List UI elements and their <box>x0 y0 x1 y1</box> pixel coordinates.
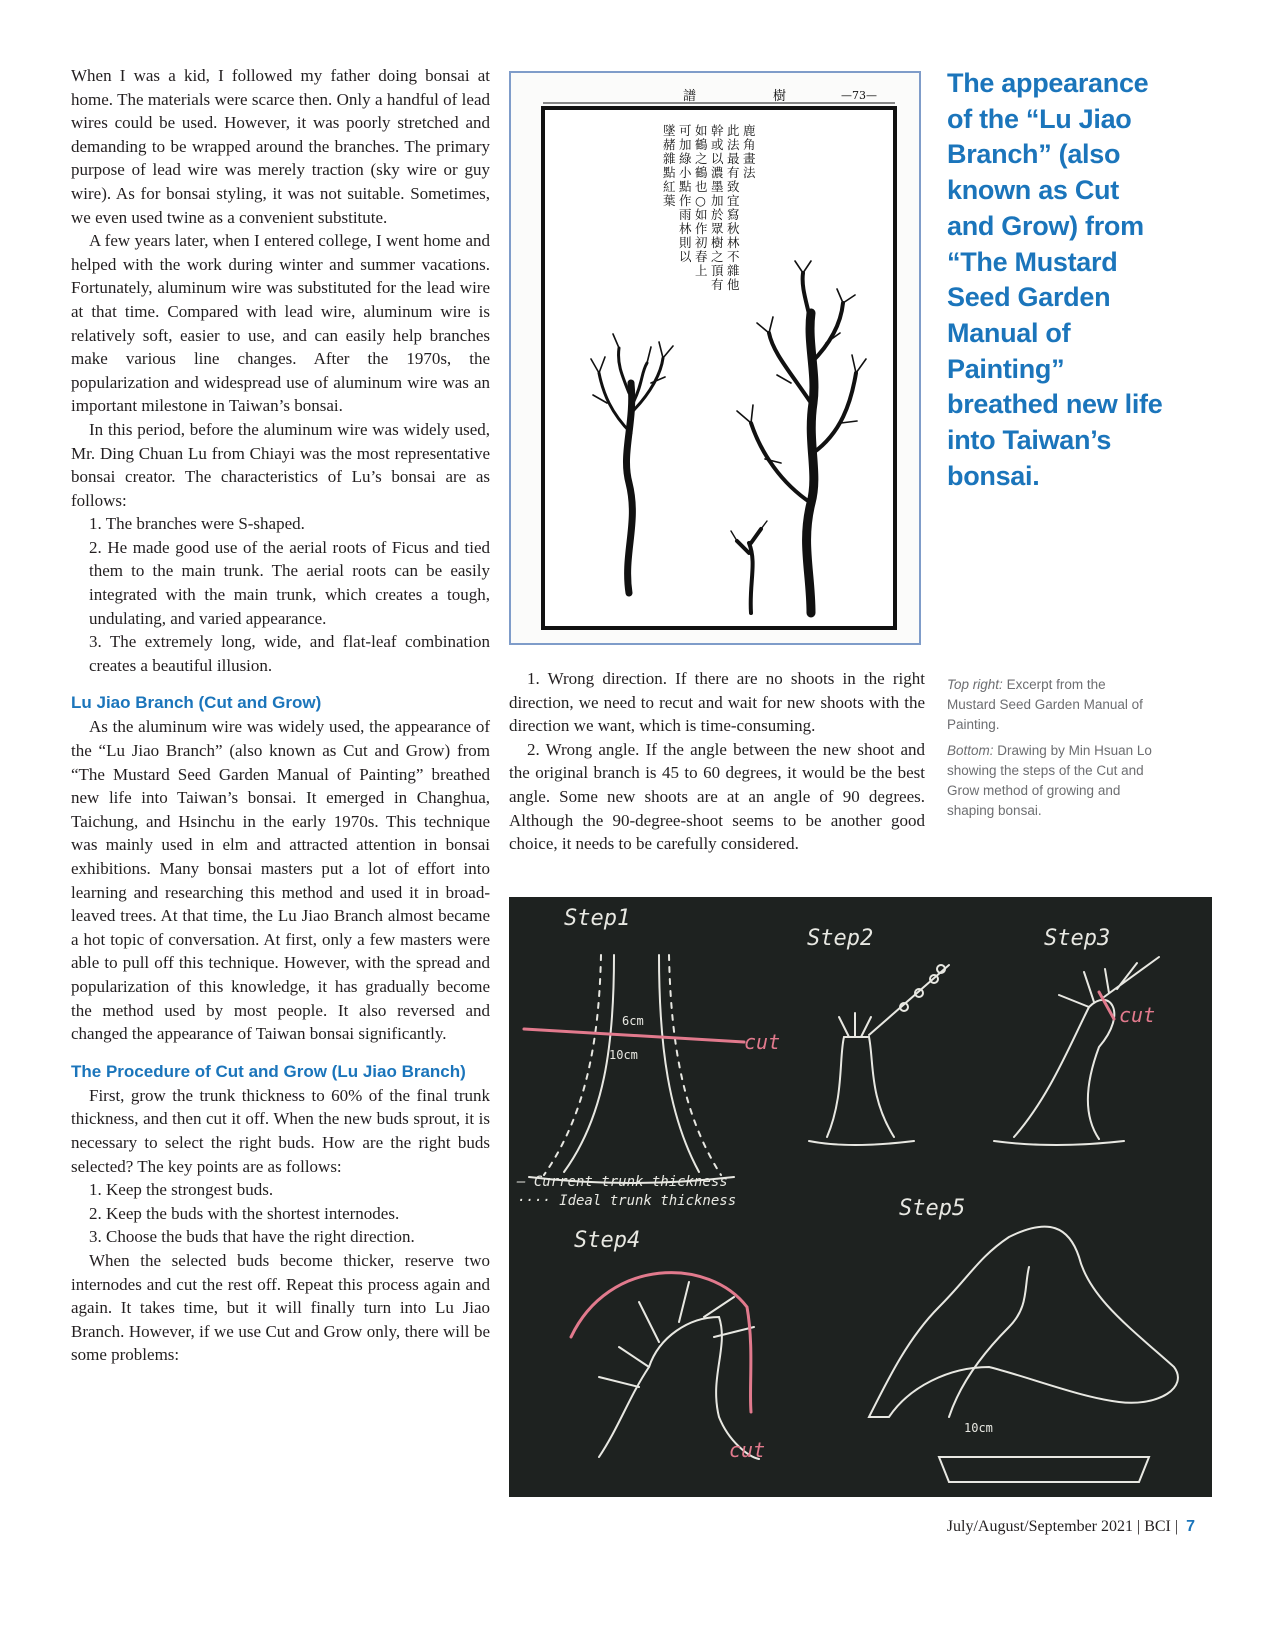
chinese-glyph: 法 <box>727 137 740 152</box>
chinese-glyph: 點 <box>663 165 676 180</box>
chinese-glyph: 作 <box>695 221 708 236</box>
manual-page-number: —73— <box>841 89 877 102</box>
caption-top-text: Excerpt from the Mustard Seed Garden Manual of Painting. <box>947 677 1143 732</box>
chinese-glyph: 不 <box>727 249 740 264</box>
chinese-glyph: 加 <box>679 137 692 152</box>
chinese-glyph: 紅 <box>663 179 676 194</box>
chinese-glyph: 樹 <box>711 235 724 250</box>
chinese-glyph: 春 <box>695 249 708 264</box>
chinese-glyph: 以 <box>679 249 692 264</box>
chinese-glyph: 點 <box>679 179 692 194</box>
chinese-glyph: 或 <box>711 137 724 152</box>
chinese-glyph: 畫 <box>743 151 756 166</box>
list-item: 1. The branches were S-shaped. <box>89 514 305 534</box>
chinese-glyph: 初 <box>695 235 708 250</box>
legend-current: — Current trunk thickness <box>517 1174 728 1190</box>
chinese-glyph: 角 <box>743 137 756 152</box>
step5-canopy <box>869 1227 1178 1417</box>
page-footer <box>947 1518 1195 1536</box>
caption-bottom <box>947 741 1157 821</box>
chinese-glyph: 之 <box>695 151 708 166</box>
header-left: 譜 <box>683 89 697 104</box>
chinese-glyph: 有 <box>711 277 724 292</box>
caption-top <box>947 675 1157 735</box>
chinese-glyph: 致 <box>727 179 740 194</box>
step1-cut-label: cut <box>744 1030 781 1054</box>
section-heading: The Procedure of Cut and Grow (Lu Jiao Branch) <box>71 1061 466 1081</box>
chinese-glyph: 雜 <box>727 263 740 278</box>
list-item: 3. Choose the buds that have the right direction. <box>89 1227 415 1247</box>
chinese-glyph: 以 <box>711 151 724 166</box>
step2-trunk <box>809 1037 914 1145</box>
page-number: 7 <box>1186 1518 1195 1535</box>
chalkboard-figure <box>509 897 1212 1497</box>
header-right: 樹 <box>773 89 787 104</box>
step4-cut-label: cut <box>729 1438 766 1462</box>
chinese-glyph: 綠 <box>679 151 692 166</box>
dim-10cm: 10cm <box>609 1048 638 1062</box>
chinese-glyph: 作 <box>679 193 692 208</box>
paragraph: 1. Wrong direction. If there are no shoots in the right direction, we need to recut and wait for new shoots with the direction we want, which is time-consuming. <box>509 669 925 736</box>
chinese-glyph: 法 <box>743 165 756 180</box>
chinese-glyph: 於 <box>711 207 724 222</box>
step3-branches <box>1059 957 1159 1007</box>
chinese-glyph: 可 <box>679 123 692 138</box>
chinese-glyph: 此 <box>727 123 740 138</box>
chinese-glyph: ○ <box>695 193 706 208</box>
chinese-glyph: 有 <box>727 165 740 180</box>
list-item: 2. Keep the buds with the shortest internodes. <box>89 1203 400 1223</box>
chinese-glyph: 墨 <box>711 179 724 194</box>
figure-caption <box>947 675 1157 827</box>
paragraph: A few years later, when I entered college, I went home and helped with the work during winter and summer vacations. Fortunately, aluminum wire was substituted for the lead wire at that time. Compared with lead wire, aluminum wire is relatively soft, easier to use, and can easily help branches make various line changes. After the 1970s, the popularization and widespread use of aluminum wire was an important milestone in Taiwan’s bonsai. <box>71 231 490 416</box>
step3-trunk <box>994 1000 1124 1145</box>
list-item: 2. He made good use of the aerial roots of Ficus and tied them to the main trunk. The aerial roots can be easily integrated with the main trunk, which creates a tough, undulating, and varied appearance. <box>89 537 490 628</box>
step4-wire-arc <box>571 1273 751 1412</box>
chinese-glyph: 眾 <box>711 221 724 236</box>
step4-branches <box>599 1282 754 1387</box>
chinese-glyph: 鶴 <box>695 137 708 152</box>
chinese-glyph: 林 <box>727 235 740 250</box>
dim-6cm: 6cm <box>622 1014 644 1028</box>
chinese-glyph: 之 <box>711 249 724 264</box>
chinese-glyph: 如 <box>695 207 708 222</box>
issue-info: July/August/September 2021 | BCI | <box>946 1518 1179 1535</box>
paragraph: First, grow the trunk thickness to 60% of the final trunk thickness, and then cut it off. When the new buds sprout, it is necessary to select the right buds. How are the right buds selected? The key points are as follows: <box>71 1085 490 1176</box>
chinese-glyph: 赭 <box>663 137 676 152</box>
step3-cut-label: cut <box>1119 1003 1156 1027</box>
step3-label: Step3 <box>1044 926 1111 951</box>
chinese-glyph: 則 <box>679 235 692 250</box>
chinese-glyph: 林 <box>679 221 692 236</box>
caption-bottom-label: Bottom: <box>947 743 994 758</box>
step1-ideal-trunk <box>544 955 721 1175</box>
paragraph: 2. Wrong angle. If the angle between the new shoot and the original branch is 45 to 60 degrees, it would be the best angle. Some new shoots are at an angle of 90 degrees. Although the 90-degree-shoot seems to be another good choice, it needs to be carefully considered. <box>509 739 925 854</box>
step5-pot <box>939 1457 1149 1482</box>
legend-ideal: ···· Ideal trunk thickness <box>517 1193 737 1209</box>
chinese-glyph: 鹿 <box>743 123 756 138</box>
section-heading: Lu Jiao Branch (Cut and Grow) <box>71 693 322 713</box>
chinese-glyph: 他 <box>727 277 740 292</box>
chinese-glyph: 小 <box>679 165 692 180</box>
chalkboard-drawing <box>509 897 1212 1497</box>
list-item: 3. The extremely long, wide, and flat-leaf combination creates a beautiful illusion. <box>89 632 490 675</box>
chinese-glyph: 加 <box>711 193 724 208</box>
chinese-glyph: 宜 <box>727 193 740 208</box>
chinese-glyph: 幹 <box>711 123 724 138</box>
chinese-glyph: 最 <box>727 151 740 166</box>
manual-excerpt-figure <box>509 71 921 645</box>
chinese-glyph: 頂 <box>711 263 724 278</box>
paragraph: When I was a kid, I followed my father doing bonsai at home. The materials were scarce then. Only a handful of lead wires could be used. However, it was poorly stretched and demanding to be wrapped around the branches. The primary purpose of lead wire was merely traction (sky wire or guy wire). As for bonsai styling, it was not suitable. Sometimes, we even used twine as a convenient substitute. <box>71 66 490 227</box>
paragraph: When the selected buds become thicker, reserve two internodes and cut the rest off. Repeat this process again and again. It takes time, but it will finally turn into Lu Jiao Branch. However, if we use Cut and Grow only, there will be some problems: <box>71 1250 490 1365</box>
caption-top-label: Top right: <box>947 677 1003 692</box>
chinese-glyph: 鶴 <box>695 165 708 180</box>
chinese-glyph: 雨 <box>679 207 692 222</box>
step2-label: Step2 <box>807 926 874 951</box>
chinese-glyph: 秋 <box>727 221 740 236</box>
step1-label: Step1 <box>564 906 631 931</box>
list-item: 1. Keep the strongest buds. <box>89 1180 274 1200</box>
middle-column <box>509 667 925 856</box>
chinese-glyph: 上 <box>695 263 708 278</box>
pull-quote: The appearance of the “Lu Jiao Branch” (also known as Cut and Grow) from “The Mustard Seed Garden Manual of Painting” breathed new life into Taiwan’s bonsai. <box>947 68 1163 491</box>
step5-label: Step5 <box>899 1196 966 1221</box>
step1-cut-line <box>524 1029 744 1042</box>
chinese-glyph: 墜 <box>663 123 676 138</box>
chinese-glyph: 如 <box>695 123 708 138</box>
chinese-glyph: 寫 <box>727 207 740 222</box>
manual-page-illustration <box>511 73 919 643</box>
dim-10cm-step5: 10cm <box>964 1421 993 1435</box>
chinese-glyph: 葉 <box>663 193 676 208</box>
chinese-glyph: 濃 <box>711 165 724 180</box>
chinese-glyph: 也 <box>695 179 708 194</box>
left-column <box>71 64 490 1367</box>
paragraph: In this period, before the aluminum wire was widely used, Mr. Ding Chuan Lu from Chiayi was the most representative bonsai creator. The characteristics of Lu’s bonsai are as follows: <box>71 419 490 510</box>
paragraph: As the aluminum wire was widely used, the appearance of the “Lu Jiao Branch” (also known as Cut and Grow) from “The Mustard Seed Garden Manual of Painting” breathed new life into Taiwan’s bonsai. It emerged in Changhua, Taichung, and Hsinchu in the early 1970s. This technique was mainly used in elm and attracted attention in bonsai exhibitions. Many bonsai masters put a lot of effort into learning and researching this method and used it in broad-leaved trees. At that time, the Lu Jiao Branch almost became a hot topic of conversation. At first, only a few masters were able to pull off this technique. However, with the spread and popularization of this knowledge, it has gradually become the method used by most people. It also reversed and changed the appearance of Taiwan bonsai significantly. <box>71 717 490 1044</box>
step5-trunk <box>949 1267 1029 1417</box>
caption-bottom-text: Drawing by Min Hsuan Lo showing the steps of the Cut and Grow method of growing and shaping bonsai. <box>947 743 1152 818</box>
chinese-glyph: 雜 <box>663 151 676 166</box>
step4-label: Step4 <box>574 1228 641 1253</box>
